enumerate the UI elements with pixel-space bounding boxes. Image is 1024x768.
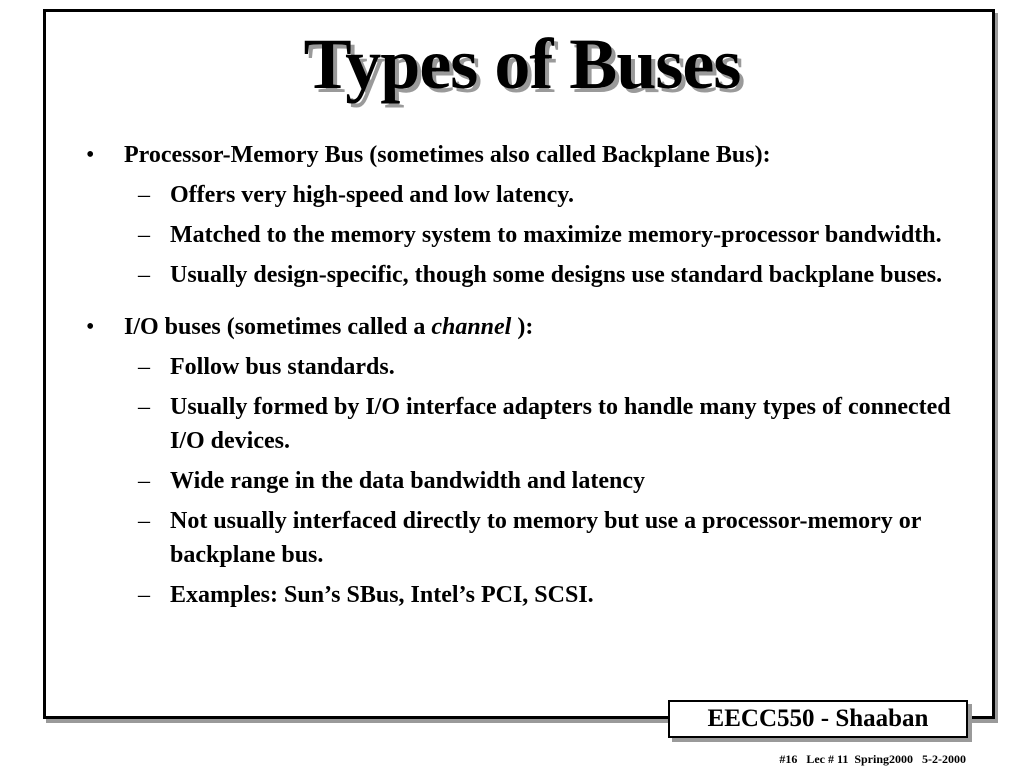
dash-mark: – (138, 262, 150, 288)
sub-bullet (86, 258, 966, 292)
slide-content (86, 138, 966, 612)
dash-mark: – (138, 182, 150, 208)
bullet-io-buses (86, 310, 966, 344)
bullet-processor-memory-bus (86, 138, 966, 172)
sub-bullet-text: Usually formed by I/O interface adapters to handle many types of connected I/O devices. (170, 394, 951, 454)
dash-mark: – (138, 394, 150, 420)
sub-bullet (86, 390, 966, 458)
sub-bullet (86, 350, 966, 384)
bullet-heading: Processor-Memory Bus (sometimes also called Backplane Bus): (124, 142, 771, 168)
bullet-mark: • (86, 142, 95, 168)
sub-bullet (86, 578, 966, 612)
sub-bullet (86, 504, 966, 572)
sub-bullet-text: Usually design-specific, though some designs use standard backplane buses. (170, 262, 943, 288)
sub-bullet (86, 178, 966, 212)
sub-bullet (86, 464, 966, 498)
sub-bullet-text: Offers very high-speed and low latency. (170, 182, 574, 208)
bullet-heading-italic: channel (431, 314, 512, 340)
dash-mark: – (138, 354, 150, 380)
bullet-heading-suffix: ): (511, 314, 534, 340)
sub-bullet-text: Follow bus standards. (170, 354, 395, 380)
sub-bullet-text: Matched to the memory system to maximize memory-processor bandwidth. (170, 222, 942, 248)
sub-bullet-text: Not usually interfaced directly to memory but use a processor-memory or backplane bus. (170, 508, 921, 568)
bullet-mark: • (86, 314, 95, 340)
dash-mark: – (138, 508, 150, 534)
dash-mark: – (138, 222, 150, 248)
sub-bullet (86, 218, 966, 252)
slide-title: Types of Buses (303, 24, 741, 104)
sub-bullet-text: Examples: Sun’s SBus, Intel’s PCI, SCSI. (170, 582, 594, 608)
dash-mark: – (138, 468, 150, 494)
course-badge: EECC550 - Shaaban (668, 700, 968, 738)
bullet-heading-prefix: I/O buses (sometimes called a (124, 314, 432, 340)
dash-mark: – (138, 582, 150, 608)
slide-footer: #16 Lec # 11 Spring2000 5-2-2000 (779, 752, 966, 766)
sub-bullet-text: Wide range in the data bandwidth and latency (170, 468, 645, 494)
